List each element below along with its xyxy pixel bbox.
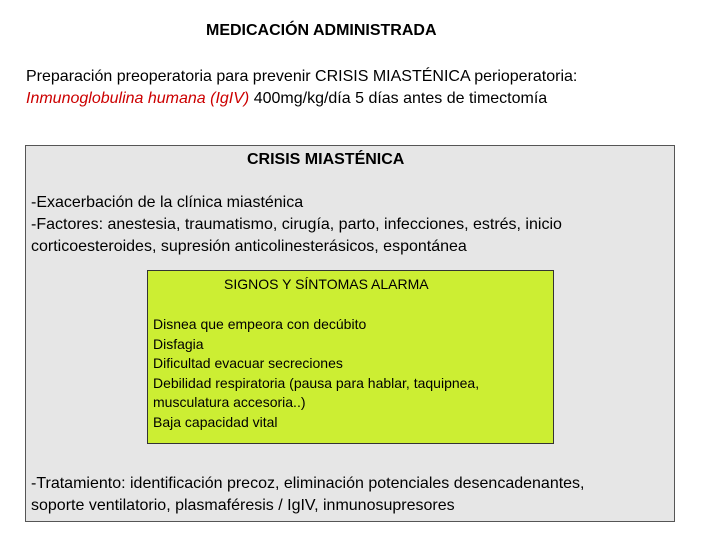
alarm-sign-item: Disnea que empeora con decúbito — [153, 316, 367, 332]
alarm-signs-box — [147, 270, 554, 444]
crisis-line: -Exacerbación de la clínica miasténica — [31, 194, 304, 211]
alarm-sign-item: Dificultad evacuar secreciones — [153, 355, 343, 371]
intro-text — [26, 66, 577, 110]
intro-line-2 — [26, 88, 577, 110]
intro-line-1: Preparación preoperatoria para prevenir CRISIS MIASTÉNICA perioperatoria: — [26, 68, 578, 85]
drug-dose: 400mg/kg/día 5 días antes de timectomía — [249, 90, 548, 107]
crisis-description — [31, 192, 562, 258]
crisis-line: corticoesteroides, supresión anticolinesterásicos, espontánea — [31, 238, 467, 255]
crisis-box — [25, 145, 675, 522]
drug-name: Inmunoglobulina humana (IgIV) — [26, 90, 250, 107]
alarm-signs-list — [153, 315, 479, 432]
alarm-signs-title: SIGNOS Y SÍNTOMAS ALARMA — [224, 276, 429, 292]
crisis-line: -Factores: anestesia, traumatismo, cirugía, parto, infecciones, estrés, inicio — [31, 216, 562, 233]
alarm-sign-item: Disfagia — [153, 335, 204, 352]
treatment-text — [31, 473, 585, 517]
slide-title: MEDICACIÓN ADMINISTRADA — [206, 22, 437, 39]
alarm-sign-item: musculatura accesoria..) — [153, 394, 306, 410]
alarm-sign-item: Baja capacidad vital — [153, 413, 278, 430]
treatment-line: soporte ventilatorio, plasmaféresis / IgIV, inmunosupresores — [31, 497, 455, 514]
alarm-sign-item: Debilidad respiratoria (pausa para hablar, taquipnea, — [153, 374, 480, 391]
treatment-line: -Tratamiento: identificación precoz, eliminación potenciales desencadenantes, — [31, 475, 585, 492]
crisis-title: CRISIS MIASTÉNICA — [247, 151, 405, 168]
